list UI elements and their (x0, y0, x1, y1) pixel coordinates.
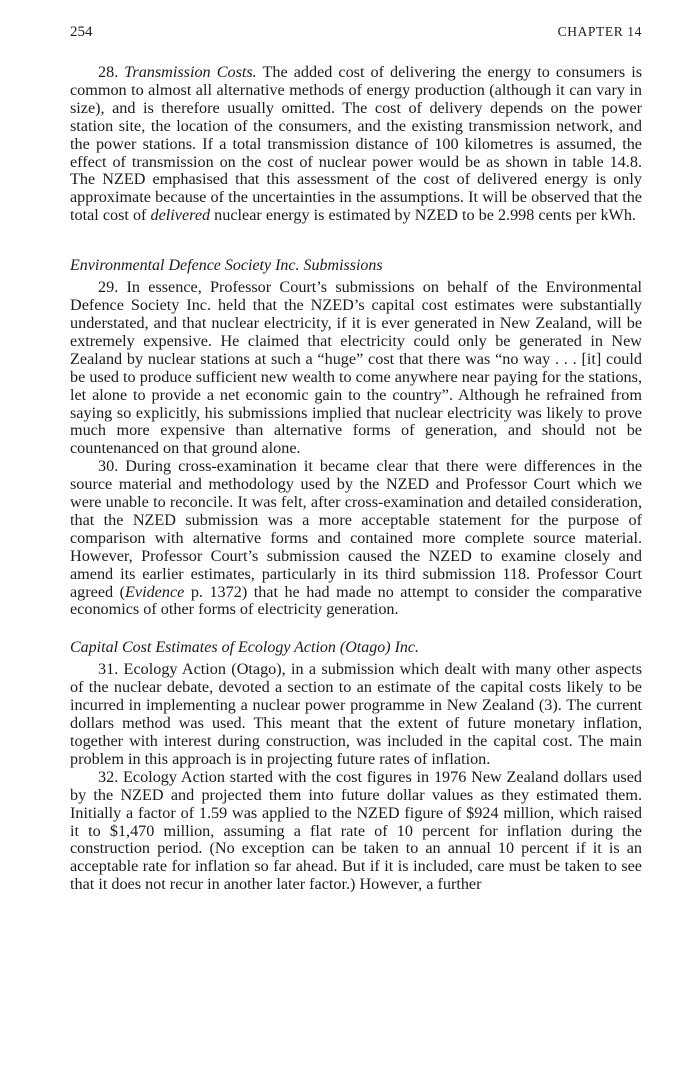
section-transmission-costs (70, 64, 642, 225)
italic-text: delivered (150, 206, 211, 225)
spacer (70, 225, 642, 257)
document-page (70, 24, 642, 894)
page-number: 254 (70, 24, 93, 40)
paragraph-text: nuclear energy is estimated by NZED to be 2.998 cents per kWh. (210, 206, 636, 225)
section-environmental-defence-society (70, 257, 642, 619)
section-heading: Capital Cost Estimates of Ecology Action (Otago) Inc. (70, 639, 419, 657)
paragraph-text: 30. During cross-examination it became clear that there were differences in the source material and methodology used by the NZED and Professor Court which we were unable to reconcile. It was felt, after cross-examination and detailed consideration, that the NZED submission was a more acceptable statement for the purpose of comparison with alternative forms and contained more complete source material. However, Professor Court’s submission caused the NZED to examine closely and amend its earlier estimates, particularly in its third submission 118. Professor Court agreed ( (70, 457, 642, 601)
paragraph-text: 28. (98, 63, 125, 81)
paragraph-text: 31. Ecology Action (Otago), in a submission which dealt with many other aspects of the nuclear debate, devoted a section to an estimate of the capital costs likely to be incurred in implementing a nuclear power programme in New Zealand (3). The current dollars method was used. This meant that the extent of future monetary inflation, together with interest during construction, was included in the capital cost. The main problem in this approach is in projecting future rates of inflation. (70, 660, 642, 768)
paragraph-29 (70, 279, 642, 458)
paragraph-30 (70, 458, 642, 619)
section-ecology-action-otago (70, 639, 642, 894)
paragraph-31 (70, 661, 642, 768)
running-head (70, 24, 642, 54)
paragraph-text: 32. Ecology Action started with the cost figures in 1976 New Zealand dollars used by the NZED and projected them into future dollar values as they estimated them. Initially a factor of 1.59 was applied to the NZED figure of $924 million, which raised it to $1,470 million, assuming a flat rate of 10 percent for inflation during the construction period. (No exception can be taken to an annual 10 percent if it is an acceptable rate for inflation so far ahead. But if it is included, care must be taken to see that it does not recur in another later factor.) However, a further (70, 767, 642, 894)
italic-text: Transmission Costs. (124, 63, 257, 81)
spacer (70, 619, 642, 639)
paragraph-text: p. 1372) that he had made no attempt to consider the comparative economics of other forms of electricity generation. (70, 582, 642, 619)
italic-text: Evidence (125, 582, 185, 601)
paragraph-text: 29. In essence, Professor Court’s submissions on behalf of the Environmental Defence Society Inc. held that the NZED’s capital cost estimates were substantially understated, and that nuclear electricity, if it is ever generated in New Zealand, will be extremely expensive. He claimed that electricity could only be generated in New Zealand by nuclear stations at such a “huge” cost that there was “no way . . . [it] could be used to produce sufficient new wealth to come anywhere near paying for the stations, let alone to provide a net economic gain to the country”. Although he refrained from saying so explicitly, his submissions implied that nuclear electricity was likely to prove much more expensive than alternative forms of generation, and should not be countenanced on that ground alone. (70, 278, 642, 458)
paragraph-32 (70, 769, 642, 894)
paragraph-text: The added cost of delivering the energy to consumers is common to almost all alternative methods of energy production (although it can vary in size), and is therefore usually omitted. The cost of delivery depends on the power station site, the location of the consumers, and the existing transmission network, and the power stations. If a total transmission distance of 100 kilometres is assumed, the effect of transmission on the cost of nuclear power would be as shown in table 14.8. The NZED emphasised that this assessment of the cost of delivered energy is only approximate because of the uncertainties in the assumptions. It will be observed that the total cost of (70, 63, 643, 225)
section-heading: Environmental Defence Society Inc. Submissions (70, 257, 383, 275)
chapter-label: CHAPTER 14 (557, 24, 642, 39)
paragraph-28 (70, 64, 642, 225)
